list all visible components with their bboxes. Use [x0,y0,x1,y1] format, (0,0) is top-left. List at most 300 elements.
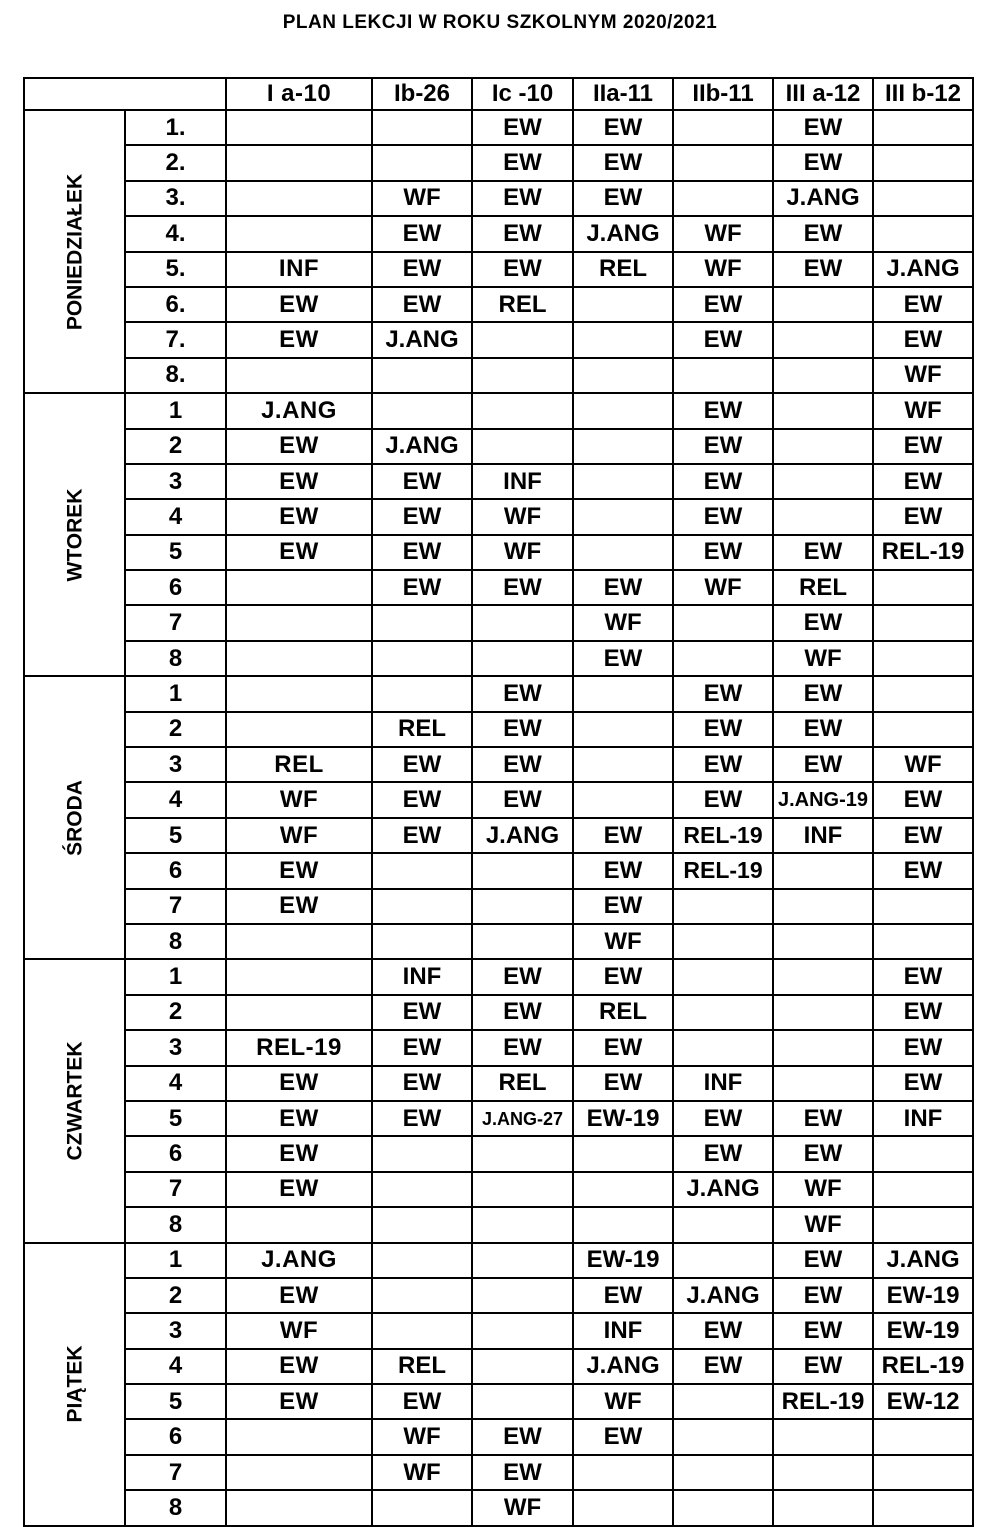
subject-cell [673,995,773,1030]
subject-cell: WF [226,818,372,853]
subject-cell [226,924,372,959]
subject-cell: EW [472,676,573,711]
subject-cell: EW [773,216,873,251]
subject-cell [773,429,873,464]
class-header: IIb-11 [673,78,773,110]
subject-cell [773,393,873,428]
lesson-row [24,1243,973,1278]
subject-cell [873,641,973,676]
lesson-row [24,1419,973,1454]
lesson-number: 4 [125,1066,226,1101]
subject-cell: EW [673,393,773,428]
subject-cell [226,605,372,640]
class-header: III b-12 [873,78,973,110]
subject-cell [226,641,372,676]
subject-cell: EW [773,1136,873,1171]
lesson-number: 1 [125,393,226,428]
header-corner [24,78,226,110]
schedule-table [23,77,974,1527]
subject-cell: REL-19 [226,1030,372,1065]
subject-cell: J.ANG [873,252,973,287]
subject-cell: EW [573,110,673,145]
subject-cell: EW [673,464,773,499]
lesson-number: 5. [125,252,226,287]
subject-cell: REL-19 [873,535,973,570]
lesson-number: 5 [125,535,226,570]
lesson-number: 2 [125,712,226,747]
lesson-number: 2. [125,145,226,180]
lesson-row [24,959,973,994]
subject-cell [873,1136,973,1171]
subject-cell: J.ANG [372,322,472,357]
lesson-number: 2 [125,995,226,1030]
subject-cell [372,605,472,640]
subject-cell: EW [372,818,472,853]
subject-cell: WF [472,1490,573,1525]
subject-cell: J.ANG-19 [773,782,873,817]
lesson-row [24,358,973,393]
subject-cell: EW [773,252,873,287]
subject-cell: REL [472,287,573,322]
subject-cell: EW [226,1066,372,1101]
subject-cell: EW [573,1278,673,1313]
subject-cell [372,1490,472,1525]
page-title: PLAN LEKCJI W ROKU SZKOLNYM 2020/2021 [282,12,718,33]
lesson-number: 7. [125,322,226,357]
subject-cell: WF [673,252,773,287]
lesson-row [24,1030,973,1065]
subject-cell: WF [472,499,573,534]
lesson-number: 6 [125,853,226,888]
lesson-row [24,676,973,711]
subject-cell: EW [226,1349,372,1384]
lesson-number: 7 [125,605,226,640]
subject-cell: EW [226,1172,372,1207]
subject-cell: INF [372,959,472,994]
subject-cell: EW [773,1349,873,1384]
subject-cell [673,924,773,959]
subject-cell [673,145,773,180]
subject-cell: J.ANG [472,818,573,853]
subject-cell: J.ANG [673,1172,773,1207]
subject-cell [573,464,673,499]
subject-cell: J.ANG [372,429,472,464]
subject-cell: EW [372,570,472,605]
subject-cell: EW [372,1066,472,1101]
lesson-row [24,393,973,428]
subject-cell: EW [226,1136,372,1171]
subject-cell: EW [873,959,973,994]
subject-cell [472,1243,573,1278]
lesson-number: 7 [125,1455,226,1490]
lesson-row [24,570,973,605]
subject-cell [873,1455,973,1490]
subject-cell [873,1419,973,1454]
lesson-row [24,252,973,287]
subject-cell: WF [773,1172,873,1207]
lesson-number: 3. [125,181,226,216]
lesson-row [24,818,973,853]
day-label: CZWARTEK [63,1041,86,1161]
header-row [24,78,973,110]
lesson-row [24,1313,973,1348]
subject-cell: EW [573,641,673,676]
subject-cell: EW [773,712,873,747]
subject-cell [873,570,973,605]
subject-cell: EW [573,1030,673,1065]
lesson-number: 7 [125,1172,226,1207]
subject-cell: EW-19 [873,1278,973,1313]
subject-cell: EW [873,287,973,322]
day-cell [24,110,125,393]
class-header: Ic -10 [472,78,573,110]
class-header: Ib-26 [372,78,472,110]
subject-cell [873,924,973,959]
subject-cell: EW [226,1384,372,1419]
subject-cell: EW [573,1066,673,1101]
subject-cell [472,1207,573,1242]
subject-cell: INF [773,818,873,853]
subject-cell: EW-12 [873,1384,973,1419]
subject-cell: EW [673,1349,773,1384]
subject-cell: EW [472,110,573,145]
subject-cell: EW [226,1278,372,1313]
subject-cell: REL [226,747,372,782]
subject-cell [573,1455,673,1490]
subject-cell [472,429,573,464]
lesson-number: 1 [125,1243,226,1278]
subject-cell [773,853,873,888]
subject-cell: EW [226,464,372,499]
lesson-number: 5 [125,1384,226,1419]
subject-cell: EW [673,1136,773,1171]
subject-cell: EW [573,181,673,216]
lesson-row [24,1384,973,1419]
subject-cell: REL-19 [873,1349,973,1384]
subject-cell [372,358,472,393]
subject-cell: EW-19 [873,1313,973,1348]
subject-cell: EW [673,499,773,534]
subject-cell [226,676,372,711]
subject-cell [573,322,673,357]
subject-cell: EW [372,1101,472,1136]
subject-cell [773,499,873,534]
subject-cell: REL [573,995,673,1030]
subject-cell: EW [226,853,372,888]
subject-cell: EW [226,535,372,570]
subject-cell: EW [226,287,372,322]
lesson-row [24,641,973,676]
subject-cell: INF [873,1101,973,1136]
subject-cell [773,889,873,924]
subject-cell: EW [773,145,873,180]
subject-cell: EW [773,1243,873,1278]
subject-cell [873,605,973,640]
subject-cell [372,110,472,145]
lesson-row [24,1066,973,1101]
lesson-row [24,1207,973,1242]
lesson-row [24,216,973,251]
subject-cell: EW [372,216,472,251]
subject-cell [472,605,573,640]
lesson-row [24,995,973,1030]
day-cell [24,393,125,676]
lesson-row [24,1278,973,1313]
subject-cell [673,1455,773,1490]
class-header: III a-12 [773,78,873,110]
subject-cell [673,1384,773,1419]
subject-cell: EW [873,818,973,853]
subject-cell [673,110,773,145]
subject-cell: WF [372,181,472,216]
subject-cell: INF [472,464,573,499]
day-cell [24,676,125,959]
subject-cell: EW [673,782,773,817]
subject-cell: EW [372,1384,472,1419]
subject-cell: EW [773,747,873,782]
subject-cell [226,1207,372,1242]
lesson-row [24,499,973,534]
subject-cell [573,429,673,464]
subject-cell [226,110,372,145]
lesson-row [24,1136,973,1171]
subject-cell [673,889,773,924]
subject-cell [673,1207,773,1242]
lesson-row [24,1490,973,1525]
subject-cell [472,924,573,959]
subject-cell [773,924,873,959]
subject-cell [226,145,372,180]
subject-cell [573,782,673,817]
subject-cell: WF [573,924,673,959]
subject-cell [372,924,472,959]
lesson-number: 1. [125,110,226,145]
lesson-number: 3 [125,464,226,499]
subject-cell: EW [226,889,372,924]
subject-cell: EW [673,676,773,711]
subject-cell [773,1490,873,1525]
subject-cell [226,959,372,994]
subject-cell: EW [673,1313,773,1348]
subject-cell [673,1243,773,1278]
subject-cell: INF [573,1313,673,1348]
lesson-number: 4 [125,1349,226,1384]
subject-cell: EW [673,747,773,782]
subject-cell: EW [472,995,573,1030]
subject-cell: WF [873,358,973,393]
lesson-number: 8 [125,1207,226,1242]
lesson-number: 1 [125,959,226,994]
subject-cell [773,322,873,357]
subject-cell [226,712,372,747]
subject-cell: EW [472,181,573,216]
subject-cell [673,641,773,676]
subject-cell: EW [673,287,773,322]
lesson-row [24,1455,973,1490]
subject-cell: EW [372,252,472,287]
subject-cell: EW [873,1030,973,1065]
subject-cell: J.ANG [226,393,372,428]
schedule-body [24,110,973,1526]
subject-cell [773,287,873,322]
subject-cell [372,1278,472,1313]
subject-cell [873,1207,973,1242]
subject-cell [372,853,472,888]
lesson-row [24,1172,973,1207]
subject-cell: REL [372,712,472,747]
subject-cell [226,1455,372,1490]
lesson-number: 3 [125,1030,226,1065]
subject-cell [472,1136,573,1171]
subject-cell: WF [773,1207,873,1242]
subject-cell: EW [873,464,973,499]
subject-cell: EW [472,1455,573,1490]
subject-cell: J.ANG-27 [472,1101,573,1136]
day-label: ŚRODA [63,779,86,856]
subject-cell: EW [873,429,973,464]
subject-cell [472,358,573,393]
lesson-number: 8 [125,924,226,959]
subject-cell: EW [673,712,773,747]
subject-cell: EW [573,818,673,853]
subject-cell: EW [472,712,573,747]
subject-cell [873,889,973,924]
subject-cell [226,570,372,605]
subject-cell: EW [472,216,573,251]
subject-cell: WF [573,605,673,640]
subject-cell: EW-19 [573,1243,673,1278]
lesson-row [24,287,973,322]
subject-cell: EW [226,322,372,357]
subject-cell [472,1349,573,1384]
subject-cell: EW [773,535,873,570]
subject-cell: EW [873,782,973,817]
day-cell [24,1243,125,1526]
subject-cell [773,464,873,499]
lesson-number: 4. [125,216,226,251]
subject-cell [372,889,472,924]
subject-cell: J.ANG [573,1349,673,1384]
subject-cell [873,110,973,145]
lesson-number: 6. [125,287,226,322]
lesson-number: 8. [125,358,226,393]
subject-cell: EW [226,1101,372,1136]
subject-cell [472,1278,573,1313]
subject-cell: EW [472,145,573,180]
lesson-row [24,464,973,499]
day-label: PONIEDZIAŁEK [63,173,86,330]
subject-cell [372,145,472,180]
lesson-number: 6 [125,1136,226,1171]
subject-cell [372,676,472,711]
subject-cell [873,1172,973,1207]
subject-cell [372,1172,472,1207]
subject-cell: EW [372,287,472,322]
subject-cell: EW [873,322,973,357]
subject-cell: REL [773,570,873,605]
subject-cell [226,995,372,1030]
subject-cell: EW [472,1030,573,1065]
subject-cell [873,216,973,251]
lesson-number: 6 [125,1419,226,1454]
subject-cell: WF [226,782,372,817]
lesson-number: 8 [125,641,226,676]
subject-cell: EW [673,429,773,464]
subject-cell [472,1313,573,1348]
subject-cell: J.ANG [673,1278,773,1313]
subject-cell [372,1243,472,1278]
subject-cell [673,1030,773,1065]
lesson-row [24,1349,973,1384]
lesson-number: 8 [125,1490,226,1525]
subject-cell [873,676,973,711]
lesson-number: 2 [125,429,226,464]
subject-cell: WF [673,570,773,605]
subject-cell: EW [673,535,773,570]
subject-cell: REL [472,1066,573,1101]
subject-cell: WF [472,535,573,570]
lesson-row [24,853,973,888]
class-header: IIa-11 [573,78,673,110]
subject-cell [573,712,673,747]
subject-cell: WF [372,1419,472,1454]
subject-cell [573,393,673,428]
subject-cell [873,181,973,216]
lesson-row [24,429,973,464]
day-label: WTOREK [63,488,86,582]
subject-cell: WF [673,216,773,251]
lesson-row [24,145,973,180]
subject-cell [573,676,673,711]
subject-cell [773,995,873,1030]
subject-cell: EW [773,1278,873,1313]
day-cell [24,959,125,1242]
subject-cell [673,358,773,393]
lesson-number: 3 [125,747,226,782]
subject-cell [773,358,873,393]
subject-cell [573,535,673,570]
subject-cell [472,889,573,924]
subject-cell: WF [873,747,973,782]
lesson-row [24,605,973,640]
lesson-number: 4 [125,499,226,534]
subject-cell [773,1455,873,1490]
subject-cell: J.ANG [226,1243,372,1278]
subject-cell: REL [573,252,673,287]
subject-cell [673,959,773,994]
subject-cell [472,393,573,428]
lesson-number: 1 [125,676,226,711]
subject-cell [372,393,472,428]
subject-cell [226,358,372,393]
lesson-row [24,322,973,357]
subject-cell: REL-19 [673,818,773,853]
lesson-number: 3 [125,1313,226,1348]
subject-cell: EW [226,429,372,464]
lesson-number: 5 [125,818,226,853]
lesson-row [24,1101,973,1136]
lesson-row [24,747,973,782]
subject-cell: EW [372,499,472,534]
subject-cell [873,1490,973,1525]
subject-cell [573,1490,673,1525]
subject-cell: EW [773,110,873,145]
lesson-row [24,924,973,959]
subject-cell: WF [573,1384,673,1419]
subject-cell [372,1207,472,1242]
subject-cell: EW [773,1101,873,1136]
lesson-row [24,712,973,747]
